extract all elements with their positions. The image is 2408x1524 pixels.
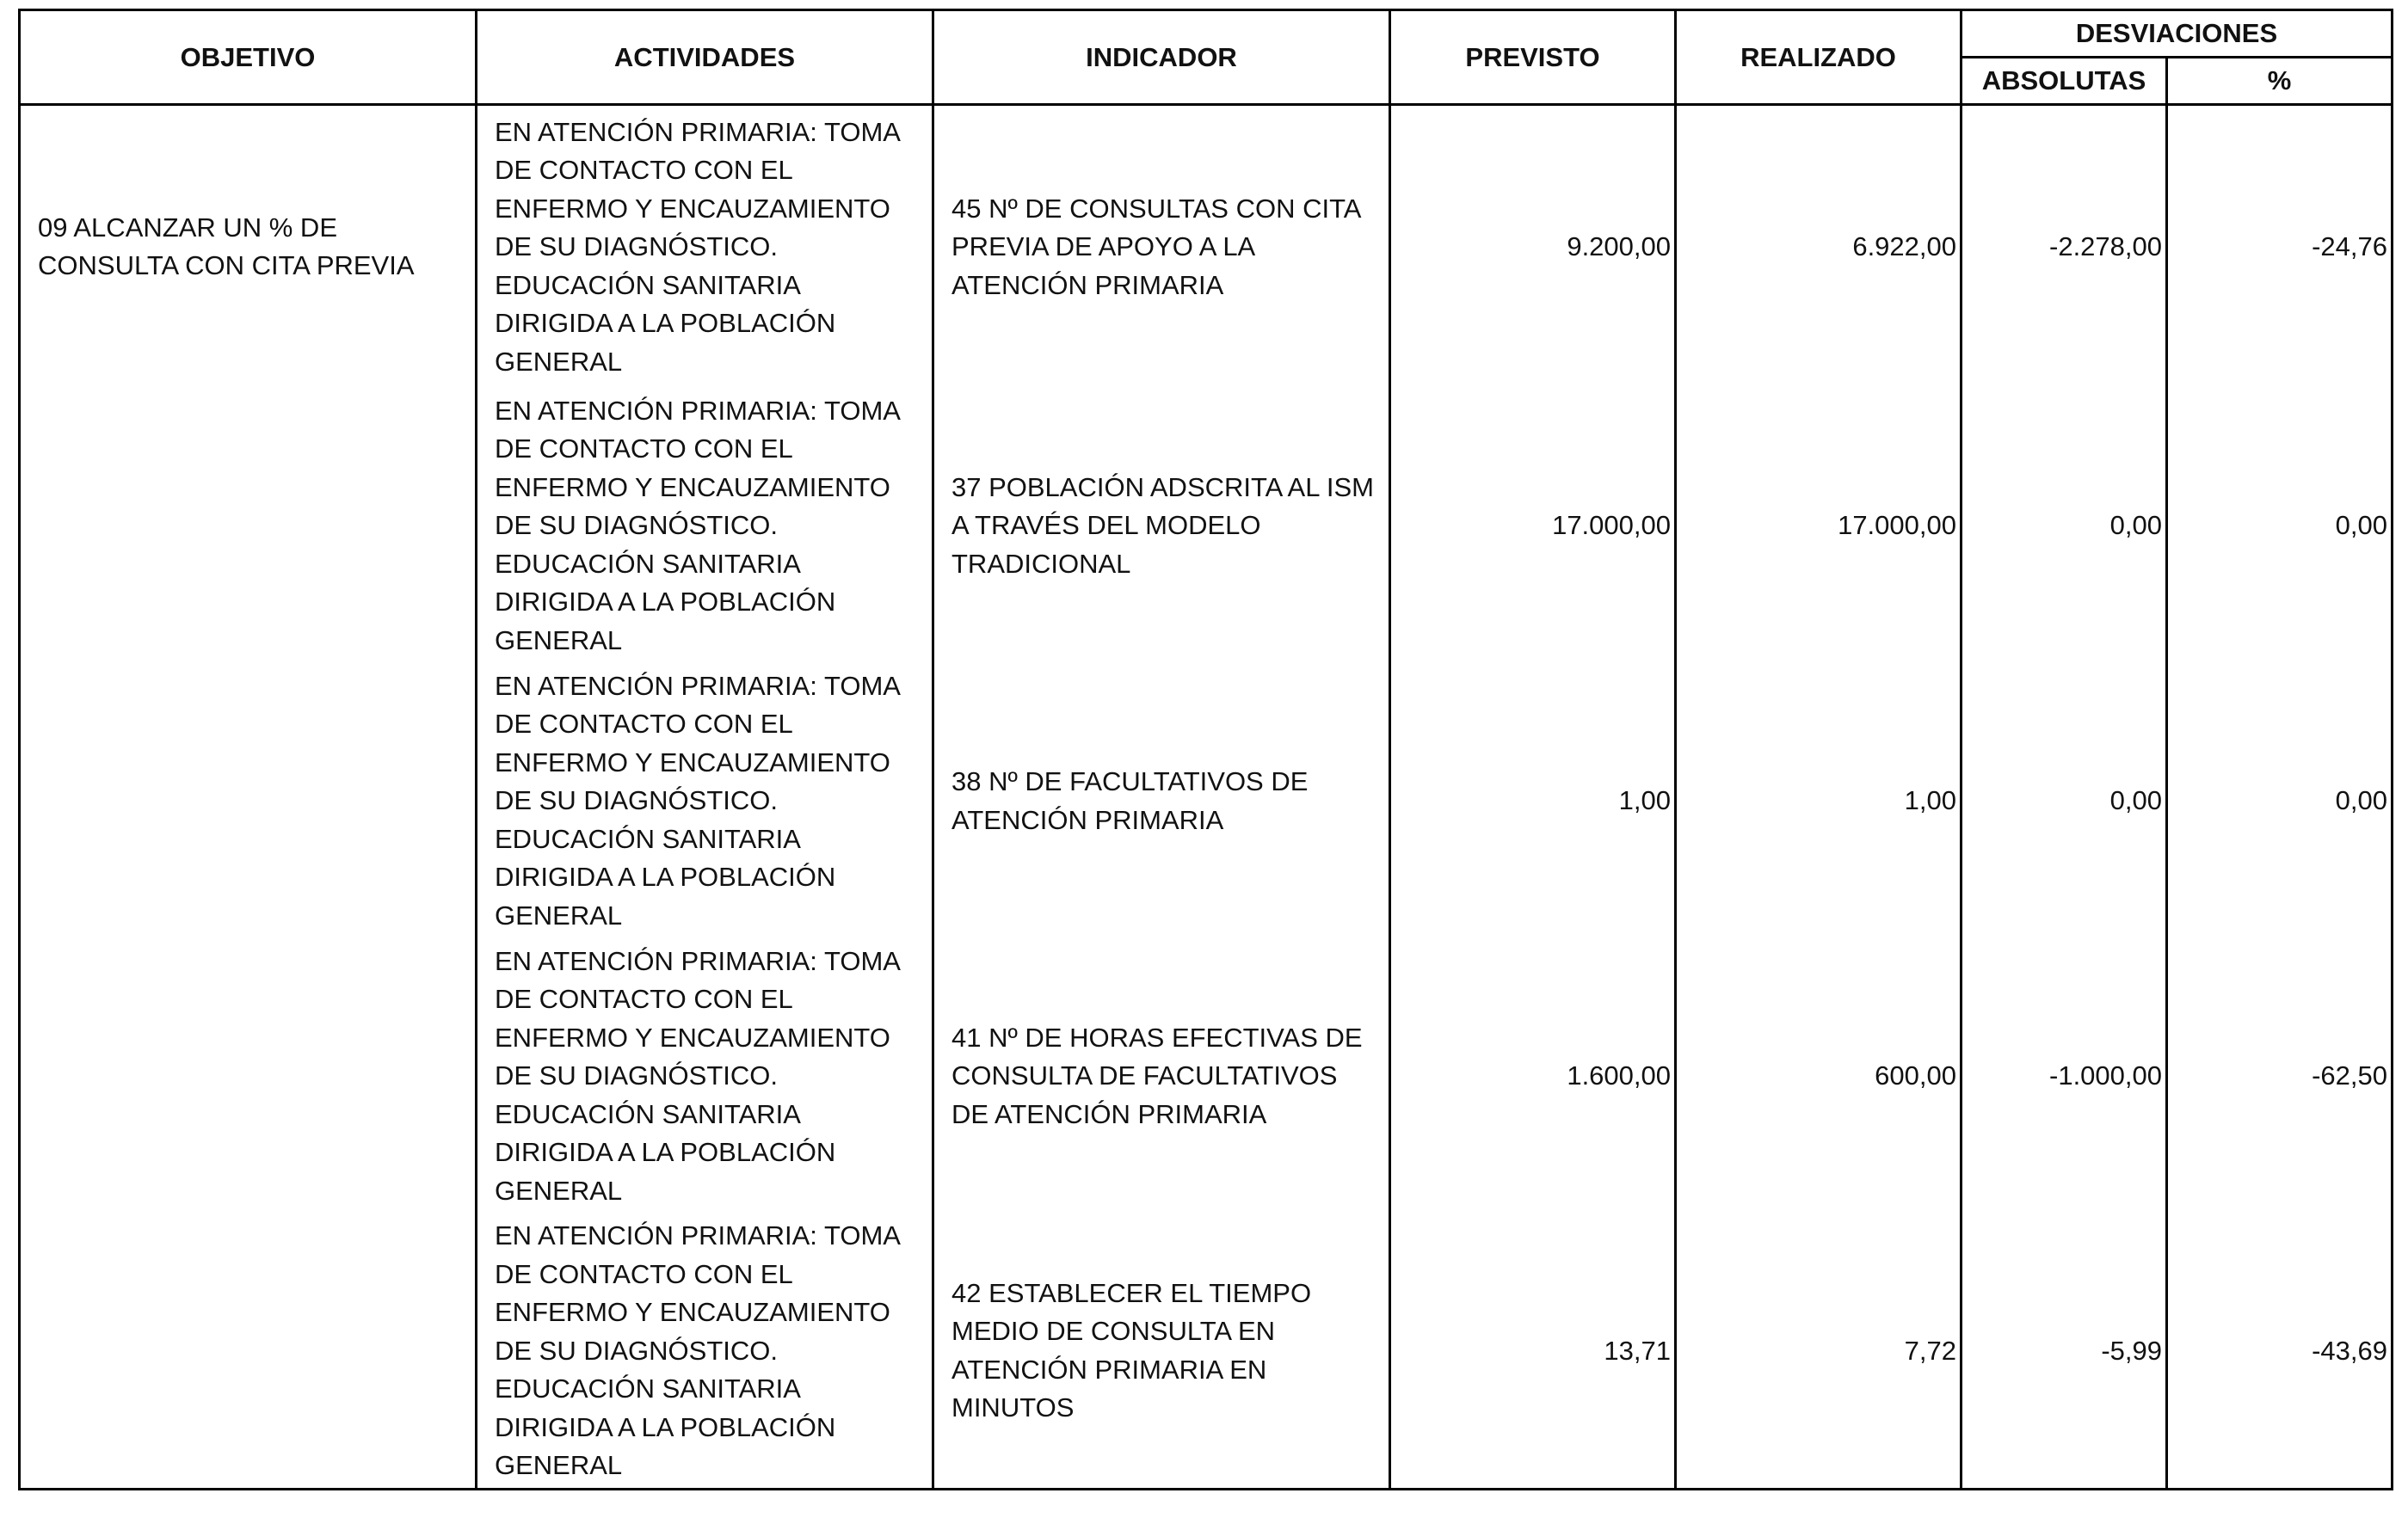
- objective-cell-empty: [20, 939, 477, 1214]
- activity-cell: EN ATENCIÓN PRIMARIA: TOMA DE CONTACTO CON EL ENFERMO Y ENCAUZAMIENTO DE SU DIAGNÓSTICO. EDUCACIÓN SANITARIA DIRIGIDA A LA POBLACIÓN GENERAL: [477, 939, 933, 1214]
- table-row: [20, 939, 2393, 1214]
- table-row: [20, 664, 2393, 939]
- previsto-cell: 1.600,00: [1390, 939, 1676, 1214]
- objective-cell: 09 ALCANZAR UN % DE CONSULTA CON CITA PREVIA: [20, 105, 477, 389]
- porcentaje-cell: -24,76: [2167, 105, 2393, 389]
- absolutas-cell: -5,99: [1962, 1214, 2167, 1490]
- indicator-cell: 41 Nº DE HORAS EFECTIVAS DE CONSULTA DE FACULTATIVOS DE ATENCIÓN PRIMARIA: [933, 939, 1390, 1214]
- objective-cell-empty: [20, 389, 477, 664]
- indicator-cell: 45 Nº DE CONSULTAS CON CITA PREVIA DE APOYO A LA ATENCIÓN PRIMARIA: [933, 105, 1390, 389]
- header-previsto: PREVISTO: [1390, 10, 1676, 105]
- header-indicador: INDICADOR: [933, 10, 1390, 105]
- header-porcentaje: %: [2167, 58, 2393, 105]
- porcentaje-cell: 0,00: [2167, 389, 2393, 664]
- absolutas-cell: -2.278,00: [1962, 105, 2167, 389]
- indicator-cell: 38 Nº DE FACULTATIVOS DE ATENCIÓN PRIMARIA: [933, 664, 1390, 939]
- table-row: [20, 1214, 2393, 1490]
- realizado-cell: 6.922,00: [1676, 105, 1962, 389]
- header-actividades: ACTIVIDADES: [477, 10, 933, 105]
- activity-cell: EN ATENCIÓN PRIMARIA: TOMA DE CONTACTO CON EL ENFERMO Y ENCAUZAMIENTO DE SU DIAGNÓSTICO. EDUCACIÓN SANITARIA DIRIGIDA A LA POBLACIÓN GENERAL: [477, 664, 933, 939]
- activity-cell: EN ATENCIÓN PRIMARIA: TOMA DE CONTACTO CON EL ENFERMO Y ENCAUZAMIENTO DE SU DIAGNÓSTICO. EDUCACIÓN SANITARIA DIRIGIDA A LA POBLACIÓN GENERAL: [477, 389, 933, 664]
- absolutas-cell: -1.000,00: [1962, 939, 2167, 1214]
- previsto-cell: 13,71: [1390, 1214, 1676, 1490]
- absolutas-cell: 0,00: [1962, 389, 2167, 664]
- activity-cell: EN ATENCIÓN PRIMARIA: TOMA DE CONTACTO CON EL ENFERMO Y ENCAUZAMIENTO DE SU DIAGNÓSTICO. EDUCACIÓN SANITARIA DIRIGIDA A LA POBLACIÓN GENERAL: [477, 1214, 933, 1490]
- objective-cell-empty: [20, 664, 477, 939]
- indicator-cell: 42 ESTABLECER EL TIEMPO MEDIO DE CONSULTA EN ATENCIÓN PRIMARIA EN MINUTOS: [933, 1214, 1390, 1490]
- porcentaje-cell: 0,00: [2167, 664, 2393, 939]
- realizado-cell: 7,72: [1676, 1214, 1962, 1490]
- porcentaje-cell: -62,50: [2167, 939, 2393, 1214]
- header-absolutas: ABSOLUTAS: [1962, 58, 2167, 105]
- objectives-table: [18, 9, 2393, 1490]
- header-desviaciones: DESVIACIONES: [1962, 10, 2393, 58]
- previsto-cell: 1,00: [1390, 664, 1676, 939]
- table-row: [20, 105, 2393, 389]
- absolutas-cell: 0,00: [1962, 664, 2167, 939]
- realizado-cell: 17.000,00: [1676, 389, 1962, 664]
- previsto-cell: 9.200,00: [1390, 105, 1676, 389]
- table-row: [20, 389, 2393, 664]
- realizado-cell: 600,00: [1676, 939, 1962, 1214]
- previsto-cell: 17.000,00: [1390, 389, 1676, 664]
- porcentaje-cell: -43,69: [2167, 1214, 2393, 1490]
- activity-cell: EN ATENCIÓN PRIMARIA: TOMA DE CONTACTO CON EL ENFERMO Y ENCAUZAMIENTO DE SU DIAGNÓSTICO. EDUCACIÓN SANITARIA DIRIGIDA A LA POBLACIÓN GENERAL: [477, 105, 933, 389]
- objective-cell-empty: [20, 1214, 477, 1490]
- realizado-cell: 1,00: [1676, 664, 1962, 939]
- header-realizado: REALIZADO: [1676, 10, 1962, 105]
- header-objetivo: OBJETIVO: [20, 10, 477, 105]
- indicator-cell: 37 POBLACIÓN ADSCRITA AL ISM A TRAVÉS DEL MODELO TRADICIONAL: [933, 389, 1390, 664]
